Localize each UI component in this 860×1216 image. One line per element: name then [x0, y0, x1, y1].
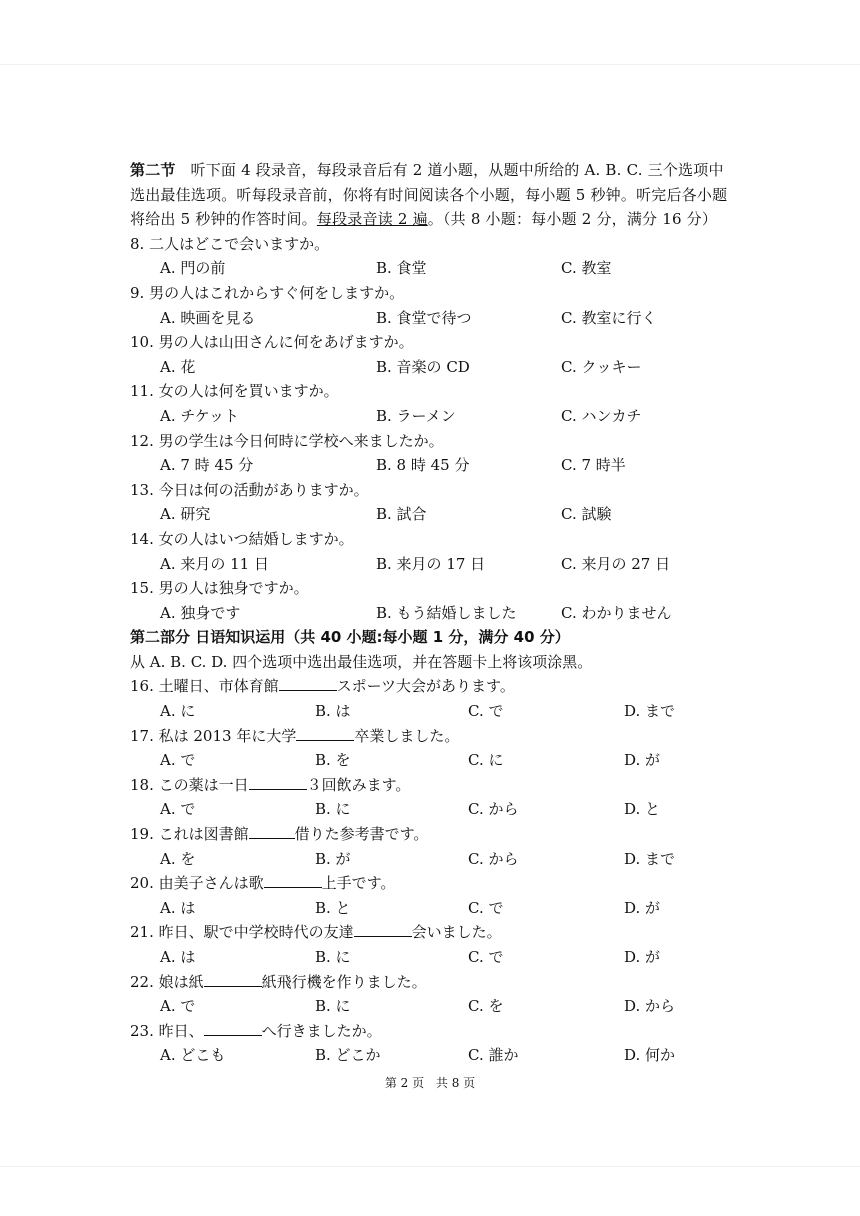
option-b: B. どこか	[315, 1046, 381, 1065]
option-row	[130, 601, 740, 626]
page-total: 共 8 页	[435, 1076, 476, 1090]
question-text	[130, 871, 740, 896]
option-b: B. に	[315, 948, 351, 966]
question-tail: 会いました。	[411, 923, 502, 942]
intro-line-3	[130, 207, 740, 232]
answer-blank	[354, 922, 412, 937]
option-c: C. 試験	[561, 505, 612, 524]
answer-blank	[296, 726, 354, 741]
option-row	[130, 1043, 740, 1068]
option-c: C. 教室	[561, 259, 612, 278]
option-c: C. 教室に行く	[561, 308, 657, 327]
option-b: B. 音楽の CD	[376, 357, 470, 376]
option-d: D. まで	[624, 702, 676, 721]
question-item	[130, 429, 740, 478]
option-a: A. は	[160, 948, 196, 966]
listening-questions	[130, 232, 740, 626]
option-c: C. から	[468, 800, 519, 819]
option-a: A. 門の前	[160, 259, 226, 278]
question-item	[130, 281, 740, 330]
option-row	[130, 896, 740, 921]
option-a: A. を	[160, 849, 196, 868]
option-row	[130, 355, 740, 380]
question-item	[130, 330, 740, 379]
option-b: B. 8 時 45 分	[376, 456, 470, 475]
option-b: B. 試合	[376, 505, 427, 524]
option-a: A. 来月の 11 日	[160, 554, 269, 573]
option-a: A. 独身です	[160, 603, 241, 622]
question-item	[130, 724, 740, 773]
option-row	[130, 256, 740, 281]
question-item	[130, 527, 740, 576]
section-intro	[130, 158, 740, 232]
option-row	[130, 699, 740, 724]
answer-blank	[204, 1021, 262, 1036]
question-stem: 21. 昨日、駅で中学校時代の友達	[130, 923, 354, 942]
intro-text-3a: 将给出 5 秒钟的作答时间。	[130, 210, 317, 229]
option-c: C. で	[468, 898, 504, 917]
page-content	[130, 158, 740, 1068]
option-row	[130, 453, 740, 478]
question-item	[130, 920, 740, 969]
option-b: B. は	[315, 702, 351, 721]
option-row	[130, 552, 740, 577]
option-a: A. に	[160, 702, 196, 721]
question-tail: 紙飛行機を作りました。	[261, 972, 427, 991]
option-d: D. と	[624, 800, 661, 819]
question-text: 12. 男の学生は今日何時に学校へ来ましたか。	[130, 431, 444, 450]
answer-blank	[249, 824, 295, 839]
option-b: B. もう結婚しました	[376, 603, 517, 622]
question-stem: 23. 昨日、	[130, 1021, 204, 1040]
option-a: A. 花	[160, 357, 196, 376]
question-stem: 22. 娘は紙	[130, 972, 204, 991]
question-text: 11. 女の人は何を買いますか。	[130, 382, 339, 401]
option-a: A. 研究	[160, 505, 211, 524]
question-stem: 18. この薬は一日	[130, 775, 249, 794]
intro-text-1: 听下面 4 段录音，每段录音后有 2 道小题，从题中所给的 A. B. C. 三个选项中	[190, 161, 724, 179]
question-stem: 16. 土曜日、市体育館	[130, 677, 279, 696]
option-row	[130, 994, 740, 1019]
option-a: A. 映画を見る	[160, 308, 256, 327]
option-c: C. 誰か	[468, 1046, 519, 1065]
option-b: B. を	[315, 751, 351, 770]
answer-blank	[279, 676, 337, 691]
option-b: B. と	[315, 898, 351, 917]
option-row	[130, 502, 740, 527]
option-b: B. ラーメン	[376, 406, 456, 425]
question-text: 9. 男の人はこれからすぐ何をしますか。	[130, 283, 405, 302]
question-stem: 20. 由美子さんは歌	[130, 874, 264, 893]
question-text	[130, 724, 740, 749]
question-text	[130, 822, 740, 847]
question-stem: 17. 私は 2013 年に大学	[130, 726, 297, 745]
section-label: 第二节	[130, 161, 176, 179]
option-d: D. 何か	[624, 1046, 676, 1065]
option-a: A. で	[160, 751, 196, 770]
grammar-questions	[130, 674, 740, 1068]
option-d: D. まで	[624, 849, 676, 868]
option-c: C. 7 時半	[561, 456, 626, 475]
option-c: C. で	[468, 702, 504, 721]
option-c: C. で	[468, 948, 504, 966]
option-d: D. が	[624, 898, 661, 917]
question-item	[130, 970, 740, 1019]
option-c: C. を	[468, 997, 504, 1016]
intro-text-3-underlined: 每段录音读 2 遍	[316, 210, 428, 229]
option-row	[130, 306, 740, 331]
option-a: A. で	[160, 997, 196, 1016]
option-d: D. が	[624, 751, 661, 770]
top-divider	[0, 64, 860, 65]
option-c: C. から	[468, 849, 519, 868]
option-a: A. どこも	[160, 1046, 226, 1065]
question-text: 14. 女の人はいつ結婚しますか。	[130, 529, 354, 548]
answer-blank	[249, 775, 307, 790]
option-c: C. に	[468, 751, 504, 770]
answer-blank	[264, 873, 322, 888]
option-a: A. 7 時 45 分	[160, 456, 254, 475]
option-row	[130, 748, 740, 773]
intro-text-3b: 。（共 8 小题：每小题 2 分，满分 16 分）	[427, 210, 718, 229]
option-row	[130, 945, 740, 970]
page-number: 第 2 页	[384, 1076, 425, 1090]
bottom-divider	[0, 1166, 860, 1167]
question-text: 8. 二人はどこで会いますか。	[130, 234, 330, 253]
question-text	[130, 920, 740, 945]
question-text	[130, 1019, 740, 1044]
question-text: 10. 男の人は山田さんに何をあげますか。	[130, 333, 414, 352]
option-row	[130, 404, 740, 429]
question-tail: 借りた参考書です。	[294, 825, 429, 844]
question-tail: へ行きましたか。	[261, 1021, 382, 1040]
question-tail: スポーツ大会があります。	[336, 677, 515, 696]
option-b: B. に	[315, 997, 351, 1016]
question-tail: 卒業しました。	[354, 726, 460, 745]
option-b: B. が	[315, 849, 351, 868]
question-text	[130, 674, 740, 699]
question-item	[130, 232, 740, 281]
intro-line-2: 选出最佳选项。听每段录音前，你将有时间阅读各个小题，每小题 5 秒钟。听完后各小题	[130, 185, 728, 204]
option-b: B. 食堂で待つ	[376, 308, 472, 327]
option-row	[130, 797, 740, 822]
option-c: C. クッキー	[561, 357, 642, 376]
option-a: A. は	[160, 898, 196, 917]
option-a: A. チケット	[160, 406, 240, 425]
question-item	[130, 871, 740, 920]
option-b: B. に	[315, 800, 351, 819]
part2-instruction: 从 A. B. C. D. 四个选项中选出最佳选项，并在答题卡上将该项涂黑。	[130, 652, 593, 671]
option-b: B. 来月の 17 日	[376, 554, 486, 573]
question-tail: ３回飲みます。	[306, 775, 411, 794]
question-text	[130, 970, 740, 995]
question-item	[130, 379, 740, 428]
option-c: C. 来月の 27 日	[561, 554, 671, 573]
question-stem: 19. これは図書館	[130, 825, 249, 844]
question-item	[130, 674, 740, 723]
question-text	[130, 773, 740, 798]
question-item	[130, 576, 740, 625]
question-item	[130, 773, 740, 822]
option-c: C. ハンカチ	[561, 406, 642, 425]
page-footer	[0, 1074, 860, 1091]
question-tail: 上手です。	[321, 874, 396, 893]
option-c: C. わかりません	[561, 603, 672, 622]
option-d: D. から	[624, 997, 676, 1016]
option-row	[130, 847, 740, 872]
intro-line-1	[130, 158, 740, 183]
answer-blank	[204, 972, 262, 987]
question-text: 15. 男の人は独身ですか。	[130, 579, 309, 598]
question-item	[130, 478, 740, 527]
option-a: A. で	[160, 800, 196, 819]
option-b: B. 食堂	[376, 259, 427, 278]
question-text: 13. 今日は何の活動がありますか。	[130, 480, 369, 499]
question-item	[130, 822, 740, 871]
part2-title: 第二部分 日语知识运用（共 40 小题:每小题 1 分，满分 40 分）	[130, 628, 570, 647]
option-d: D. が	[624, 948, 661, 966]
question-item	[130, 1019, 740, 1068]
